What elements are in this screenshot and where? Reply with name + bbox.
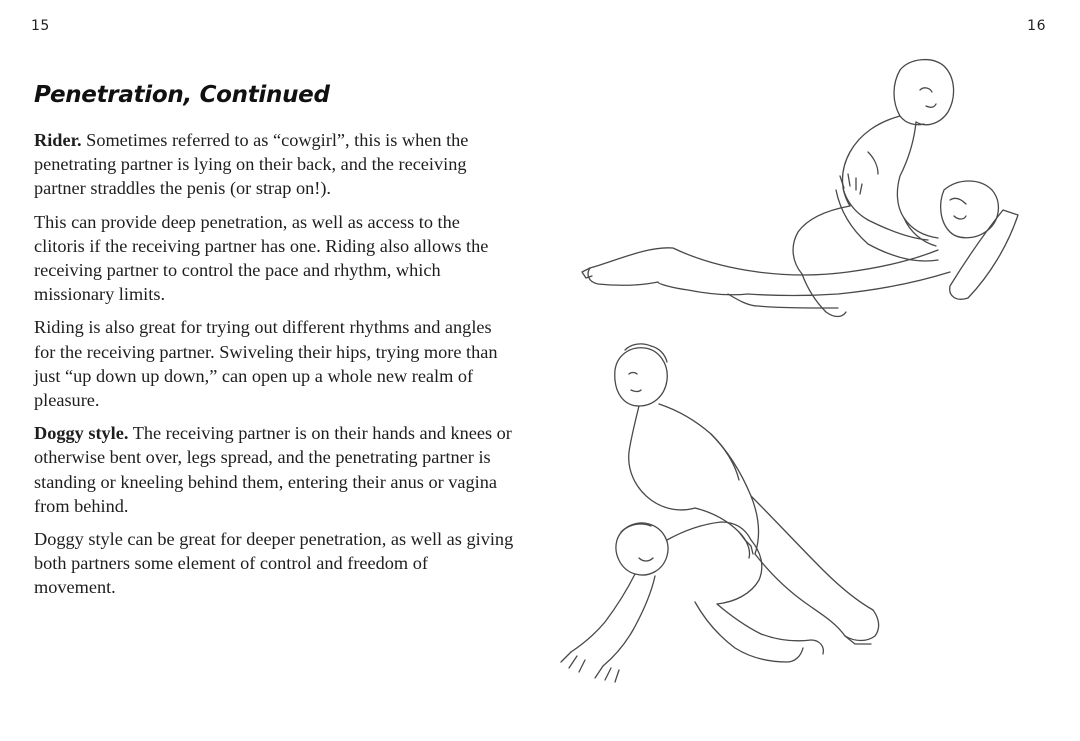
doggy-style-illustration [555, 340, 900, 715]
paragraph-rider-text: Sometimes referred to as “cowgirl”, this is when the penetrating partner is lying on their back, and the receiving partner straddles the penis (or strap on!). [34, 130, 469, 199]
paragraph-rider-rhythms-text: Riding is also great for trying out different rhythms and angles for the receiving partner. Swiveling their hips, trying more than just “up down up down,” can open up a whole new realm of pleasure. [34, 317, 498, 411]
paragraph-doggy-style [34, 421, 514, 518]
rider-sketch [578, 50, 1030, 325]
page-number-left: 15 [31, 18, 50, 34]
paragraph-doggy-benefits [34, 527, 514, 600]
left-page-text [34, 82, 514, 609]
paragraph-rider [34, 128, 514, 201]
paragraph-rider-rhythms [34, 315, 514, 412]
rider-illustration [578, 50, 1030, 325]
term-rider: Rider. [34, 130, 82, 150]
term-doggy-style: Doggy style. [34, 423, 129, 444]
paragraph-doggy-benefits-text: Doggy style can be great for deeper penetration, as well as giving both partners some element of control and freedom of movement. [34, 529, 514, 598]
doggy-style-sketch [555, 340, 900, 715]
paragraph-doggy-style-text: The receiving partner is on their hands and knees or otherwise bent over, legs spread, and the penetrating partner is standing or kneeling behind them, entering their anus or vagina from behind. [34, 423, 512, 516]
paragraph-rider-benefits-text: This can provide deep penetration, as well as access to the clitoris if the receiving partner has one. Riding also allows the receiving partner to control the pace and rhythm, which missionary limits. [34, 211, 489, 305]
page-heading: Penetration, Continued [34, 82, 330, 108]
page-number-right: 16 [1027, 18, 1046, 34]
paragraph-rider-benefits [34, 210, 514, 307]
